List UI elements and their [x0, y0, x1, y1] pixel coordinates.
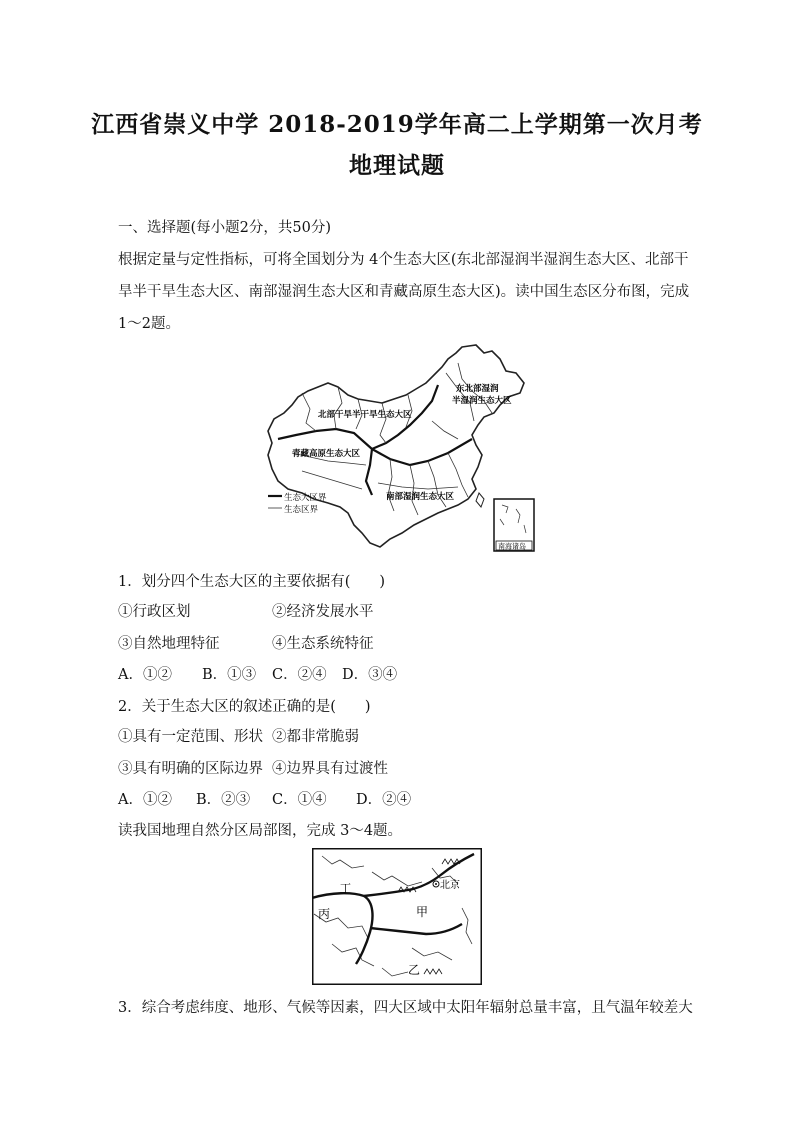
q2-choice-c[interactable]: C．①④	[272, 792, 327, 808]
question-3-stem: 3．综合考虑纬度、地形、气候等因素，四大区域中太阳年辐射总量丰富，且气温年较差大	[118, 1000, 693, 1016]
q1-statement-1: ①行政区划	[118, 604, 191, 620]
q1-choice-a[interactable]: A．①②	[118, 667, 172, 683]
legend-major-label: 生态大区界	[284, 493, 327, 503]
document-title: 江西省崇义中学 2018-2019学年高二上学期第一次月考	[91, 111, 703, 138]
question-2-stem: 2．关于生态大区的叙述正确的是( )	[118, 699, 371, 715]
inset-label: 南海诸岛	[498, 542, 526, 551]
intro-line: 旱半干旱生态大区、南部湿润生态大区和青藏高原生态大区)。读中国生态区分布图，完成	[118, 284, 690, 300]
q1-choice-b[interactable]: B．①③	[202, 667, 257, 683]
q2-choice-d[interactable]: D．②④	[356, 792, 412, 808]
q1-statement-4: ④生态系统特征	[272, 636, 374, 652]
intro-line: 1～2题。	[118, 316, 180, 332]
region-bing-label: 丙	[318, 907, 331, 921]
china-eco-region-map	[262, 343, 540, 553]
northeast-region-label: 东北部湿润	[456, 384, 499, 394]
china-outline	[268, 345, 524, 547]
q2-choice-a[interactable]: A．①②	[118, 792, 172, 808]
intro-line: 根据定量与定性指标，可将全国划分为 4个生态大区(东北部湿润半湿润生态大区、北部干	[118, 252, 689, 268]
major-boundary	[278, 429, 372, 495]
q1-statement-2: ②经济发展水平	[272, 604, 374, 620]
document-subtitle: 地理试题	[349, 152, 445, 179]
q1-statement-3: ③自然地理特征	[118, 636, 220, 652]
natural-region-map	[312, 848, 482, 985]
q1-choice-d[interactable]: D．③④	[342, 667, 398, 683]
q1-choice-c[interactable]: C．②④	[272, 667, 327, 683]
region-yi-label: 乙	[408, 963, 421, 977]
northeast-region-label: 半湿润生态大区	[452, 396, 512, 406]
beijing-label: 北京	[440, 880, 460, 891]
legend-minor-label: 生态区界	[284, 505, 319, 515]
region-ding-label: 丁	[340, 882, 351, 895]
south-region-label: 南部湿润生态大区	[386, 492, 455, 502]
region-jia-label: 甲	[416, 905, 429, 919]
q2-choice-b[interactable]: B．②③	[196, 792, 251, 808]
q2-statement-3: ③具有明确的区际边界	[118, 761, 263, 777]
q2-statement-2: ②都非常脆弱	[272, 729, 359, 745]
question-1-stem: 1．划分四个生态大区的主要依据有( )	[118, 574, 386, 590]
tibet-region-label: 青藏高原生态大区	[292, 449, 361, 459]
section-header: 一、选择题(每小题2分，共50分)	[118, 220, 331, 236]
q2-statement-1: ①具有一定范围、形状	[118, 729, 263, 745]
q2-statement-4: ④边界具有过渡性	[272, 761, 388, 777]
intro-2: 读我国地理自然分区局部图，完成 3～4题。	[118, 823, 403, 839]
north-region-label: 北部干旱半干旱生态大区	[318, 410, 412, 420]
